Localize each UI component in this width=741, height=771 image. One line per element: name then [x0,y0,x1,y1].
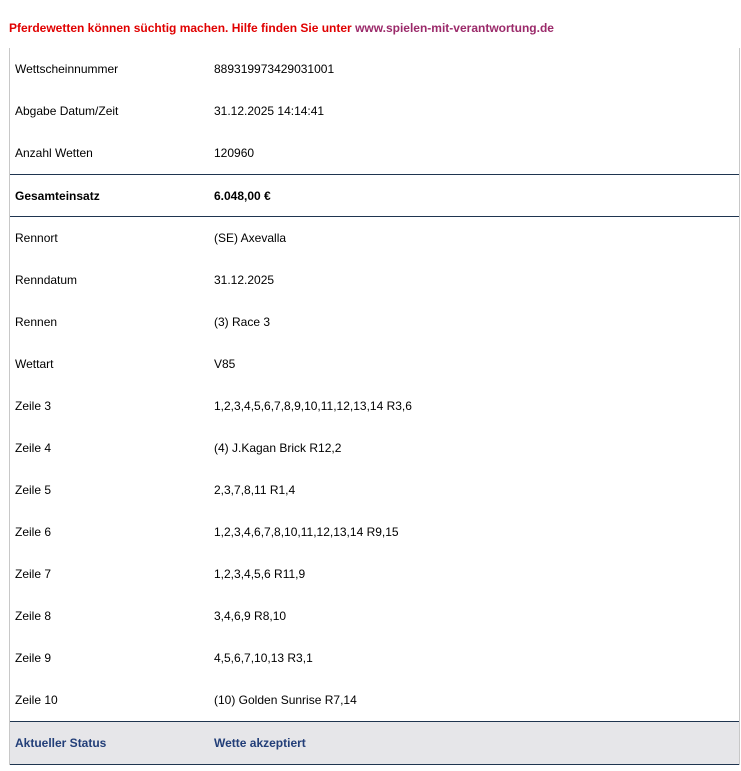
row-label: Rennort [15,231,58,245]
total-stake-row [10,174,739,217]
row-label: Zeile 4 [15,441,52,455]
race-value: (3) Race 3 [214,315,271,329]
race-row [10,301,739,343]
submission-datetime-row [10,90,739,132]
bet-type-value: V85 [214,357,236,371]
race-date-value: 31.12.2025 [214,273,275,287]
line-row [10,385,739,427]
row-label: Wettart [15,357,54,371]
total-stake-value: 6.048,00 € [214,188,271,203]
line-row [10,511,739,553]
line-selection-value: 2,3,7,8,11 R1,4 [214,483,296,497]
race-venue-value: (SE) Axevalla [214,231,287,245]
line-row [10,469,739,511]
bet-count-value: 120960 [214,146,255,160]
submission-datetime-value: 31.12.2025 14:14:41 [214,104,325,118]
bet-ticket-table [9,48,740,765]
line-selection-value: 1,2,3,4,5,6 R11,9 [214,567,306,581]
row-label: Abgabe Datum/Zeit [15,104,119,118]
ticket-number-value: 889319973429031001 [214,62,335,76]
line-row [10,553,739,595]
row-label: Wettscheinnummer [15,62,119,76]
warning-text: Pferdewetten können süchtig machen. Hilfe finden Sie unter [9,21,356,35]
line-selection-value: (10) Golden Sunrise R7,14 [214,693,357,707]
row-label: Gesamteinsatz [15,188,100,203]
row-label: Zeile 9 [15,651,52,665]
line-row [10,679,739,721]
row-label: Anzahl Wetten [15,146,93,160]
race-venue-row [10,217,739,259]
row-label: Rennen [15,315,58,329]
row-label: Zeile 10 [15,693,58,707]
line-selection-value: 4,5,6,7,10,13 R3,1 [214,651,313,665]
row-label: Zeile 8 [15,609,52,623]
line-row [10,637,739,679]
responsible-gaming-link[interactable]: www.spielen-mit-verantwortung.de [355,21,554,35]
current-status-row [10,721,739,765]
row-label: Zeile 5 [15,483,52,497]
bet-type-row [10,343,739,385]
row-label: Zeile 7 [15,567,52,581]
race-date-row [10,259,739,301]
line-selection-value: 3,4,6,9 R8,10 [214,609,287,623]
row-label: Aktueller Status [15,736,107,750]
row-label: Zeile 3 [15,399,52,413]
line-row [10,595,739,637]
bet-count-row [10,132,739,174]
status-value: Wette akzeptiert [214,736,306,750]
row-label: Renndatum [15,273,78,287]
line-selection-value: 1,2,3,4,6,7,8,10,11,12,13,14 R9,15 [214,525,399,539]
line-selection-value: 1,2,3,4,5,6,7,8,9,10,11,12,13,14 R3,6 [214,399,412,413]
gambling-warning [9,21,554,35]
line-row [10,427,739,469]
line-selection-value: (4) J.Kagan Brick R12,2 [214,441,342,455]
ticket-number-row [10,48,739,90]
row-label: Zeile 6 [15,525,52,539]
